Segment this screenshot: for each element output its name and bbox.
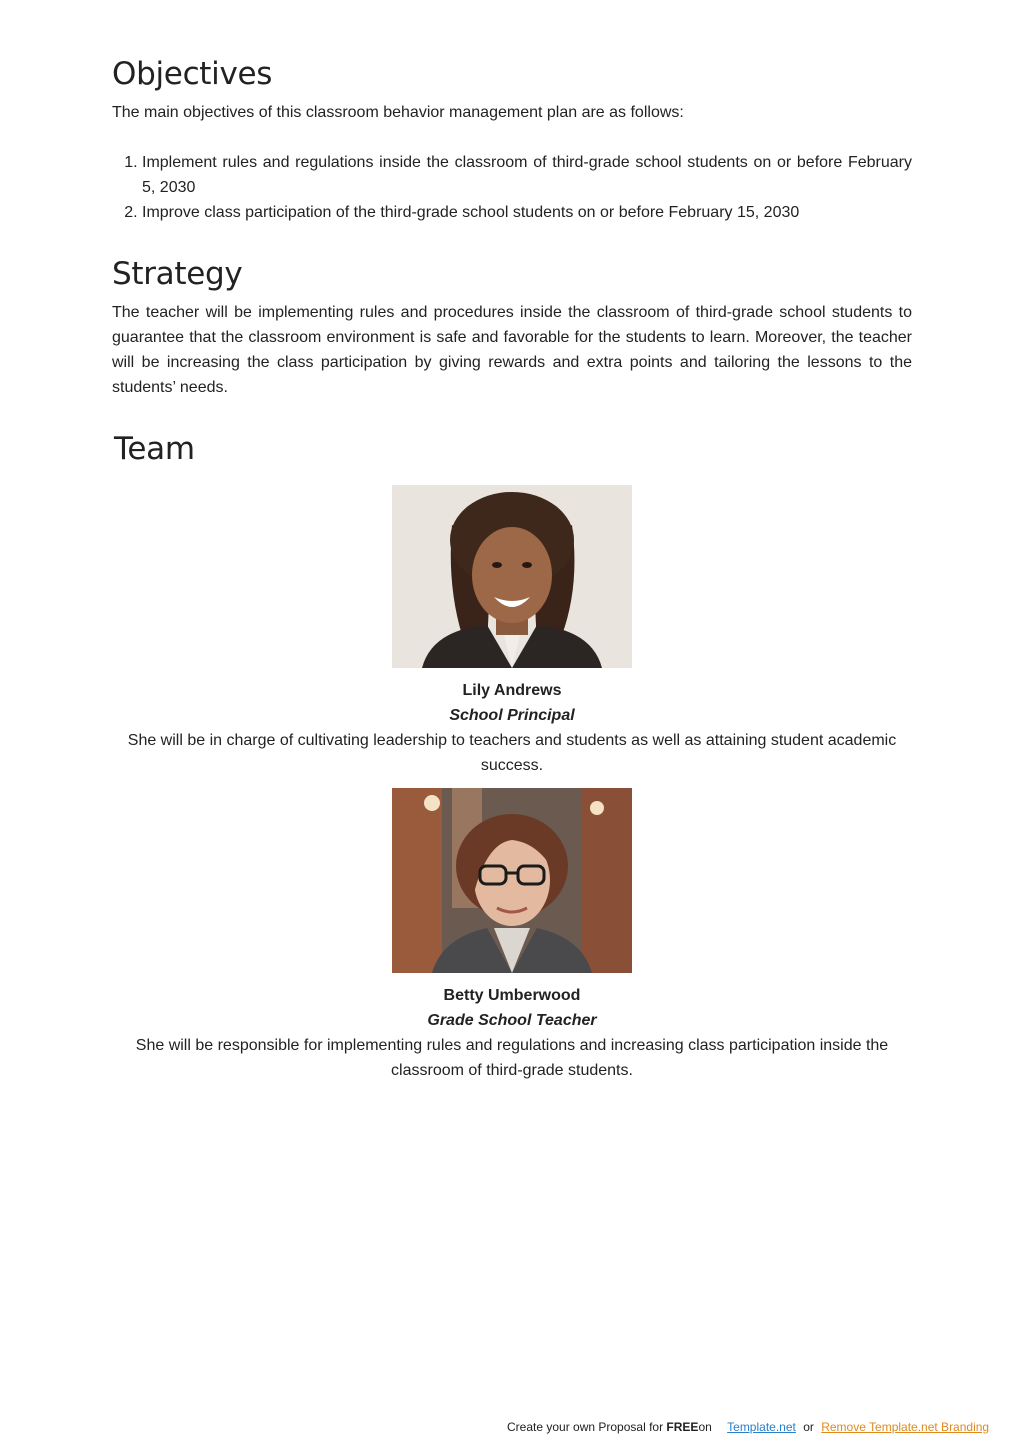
- footer-or: or: [803, 1420, 814, 1434]
- objectives-list: [112, 150, 912, 225]
- team-member-card: [112, 788, 912, 1083]
- member-role: School Principal: [449, 707, 575, 724]
- footer-free: FREE: [666, 1420, 699, 1434]
- objectives-intro: The main objectives of this classroom behavior management plan are as follows:: [112, 104, 684, 121]
- footer-prefix: Create your own Proposal for: [507, 1420, 664, 1434]
- objective-item: 1. Implement rules and regulations inside the classroom of third-grade school students on or before February 5, 2030: [142, 150, 912, 200]
- portrait-image: [392, 788, 632, 973]
- member-name: Betty Umberwood: [443, 987, 581, 1004]
- member-role: Grade School Teacher: [427, 1012, 597, 1029]
- portrait-image: [392, 485, 632, 668]
- objectives-heading: Objectives: [112, 56, 273, 92]
- strategy-text: The teacher will be implementing rules and procedures inside the classroom of third-grade school students to guarantee that the classroom environment is safe and favorable for the students to learn. Moreover, the teacher will be increasing the class participation by giving rewards and extra points and tailoring the lessons to the students’ needs.: [112, 304, 912, 396]
- member-photo: [392, 485, 632, 668]
- member-description: She will be in charge of cultivating leadership to teachers and students as well as attaining student academic success.: [127, 732, 897, 774]
- objective-item: 2. Improve class participation of the third-grade school students on or before February 15, 2030: [142, 200, 912, 225]
- strategy-heading: Strategy: [112, 256, 243, 292]
- template-net-link[interactable]: Template.net: [727, 1420, 796, 1434]
- member-photo: [392, 788, 632, 973]
- footer-on: on: [698, 1420, 712, 1434]
- team-heading: Team: [114, 431, 195, 467]
- branding-footer: [507, 1420, 989, 1434]
- member-name: Lily Andrews: [462, 682, 562, 699]
- remove-branding-link[interactable]: Remove Template.net Branding: [821, 1420, 990, 1434]
- team-member-card: [112, 485, 912, 778]
- member-description: She will be responsible for implementing rules and regulations and increasing class participation inside the classroom of third-grade students.: [135, 1037, 889, 1079]
